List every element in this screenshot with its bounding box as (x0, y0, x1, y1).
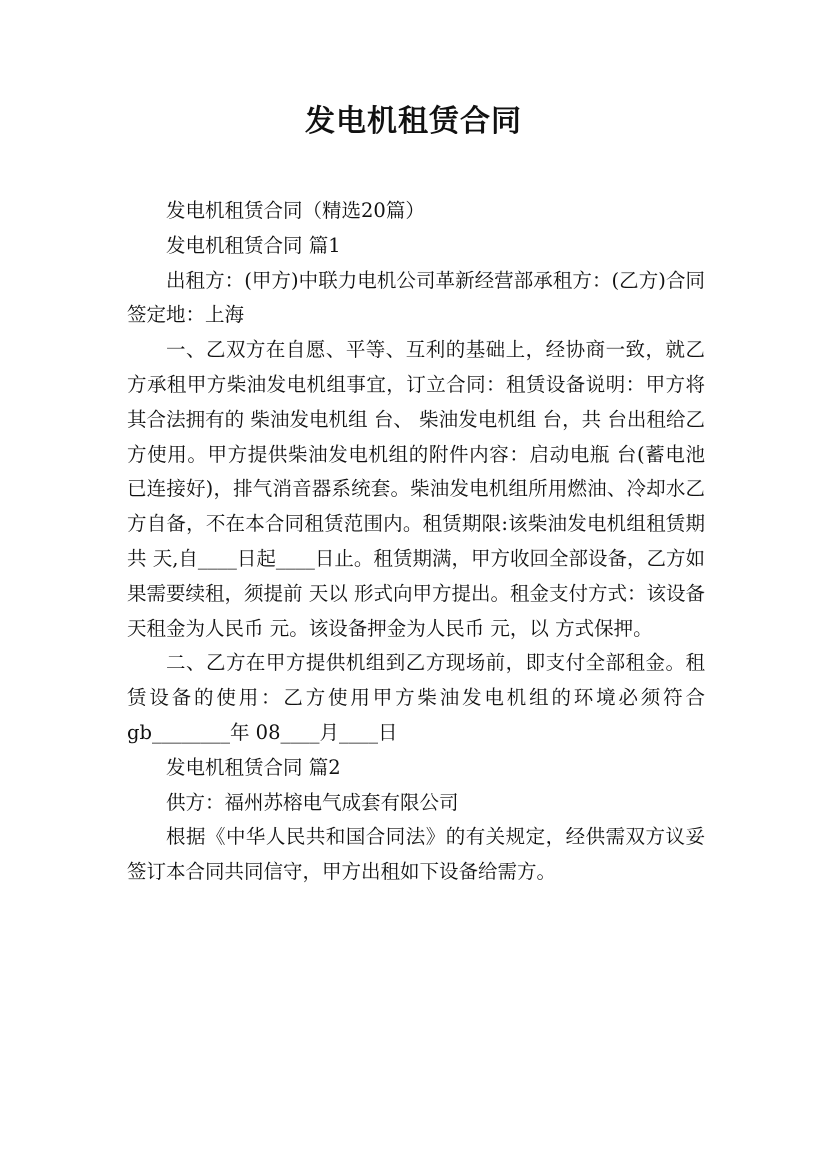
paragraph-legal-basis: 根据《中华人民共和国合同法》的有关规定，经供需双方议妥签订本合同共同信守，甲方出租如下设备给需方。 (127, 825, 705, 884)
paragraph-section-2-heading: 发电机租赁合同 篇2 (166, 755, 341, 779)
paragraph-supplier: 供方：福州苏榕电气成套有限公司 (166, 790, 459, 814)
paragraph-clause-2: 二、乙方在甲方提供机组到乙方现场前，即支付全部租金。租赁设备的使用：乙方使用甲方柴油发电机组的环境必须符合gb________年 08____月____日 (127, 651, 705, 744)
paragraph-section-1-heading: 发电机租赁合同 篇1 (166, 233, 341, 257)
document-body (127, 194, 705, 890)
paragraph-clause-1: 一、乙双方在自愿、平等、互利的基础上，经协商一致，就乙方承租甲方柴油发电机组事宜，订立合同：租赁设备说明：甲方将其合法拥有的 柴油发电机组 台、 柴油发电机组 台，共 台出租给乙方使用。甲方提供柴油发电机组的附件内容：启动电瓶 台(蓄电池已连接好)，排气消音器系统套。柴油发电机组所用燃油、冷却水乙方自备，不在本合同租赁范围内。租赁期限:该柴油发电机组租赁期共 天,自____日起____日止。租赁期满，甲方收回全部设备，乙方如果需要续租，须提前 天以 形式向甲方提出。租金支付方式：该设备 天租金为人民币 元。该设备押金为人民币 元，以 方式保押。 (127, 338, 705, 640)
paragraph-subtitle: 发电机租赁合同（精选20篇） (166, 199, 425, 222)
paragraph-parties: 出租方：(甲方)中联力电机公司革新经营部承租方：(乙方)合同签定地：上海 (127, 268, 705, 327)
document-title: 发电机租赁合同 (305, 104, 522, 139)
